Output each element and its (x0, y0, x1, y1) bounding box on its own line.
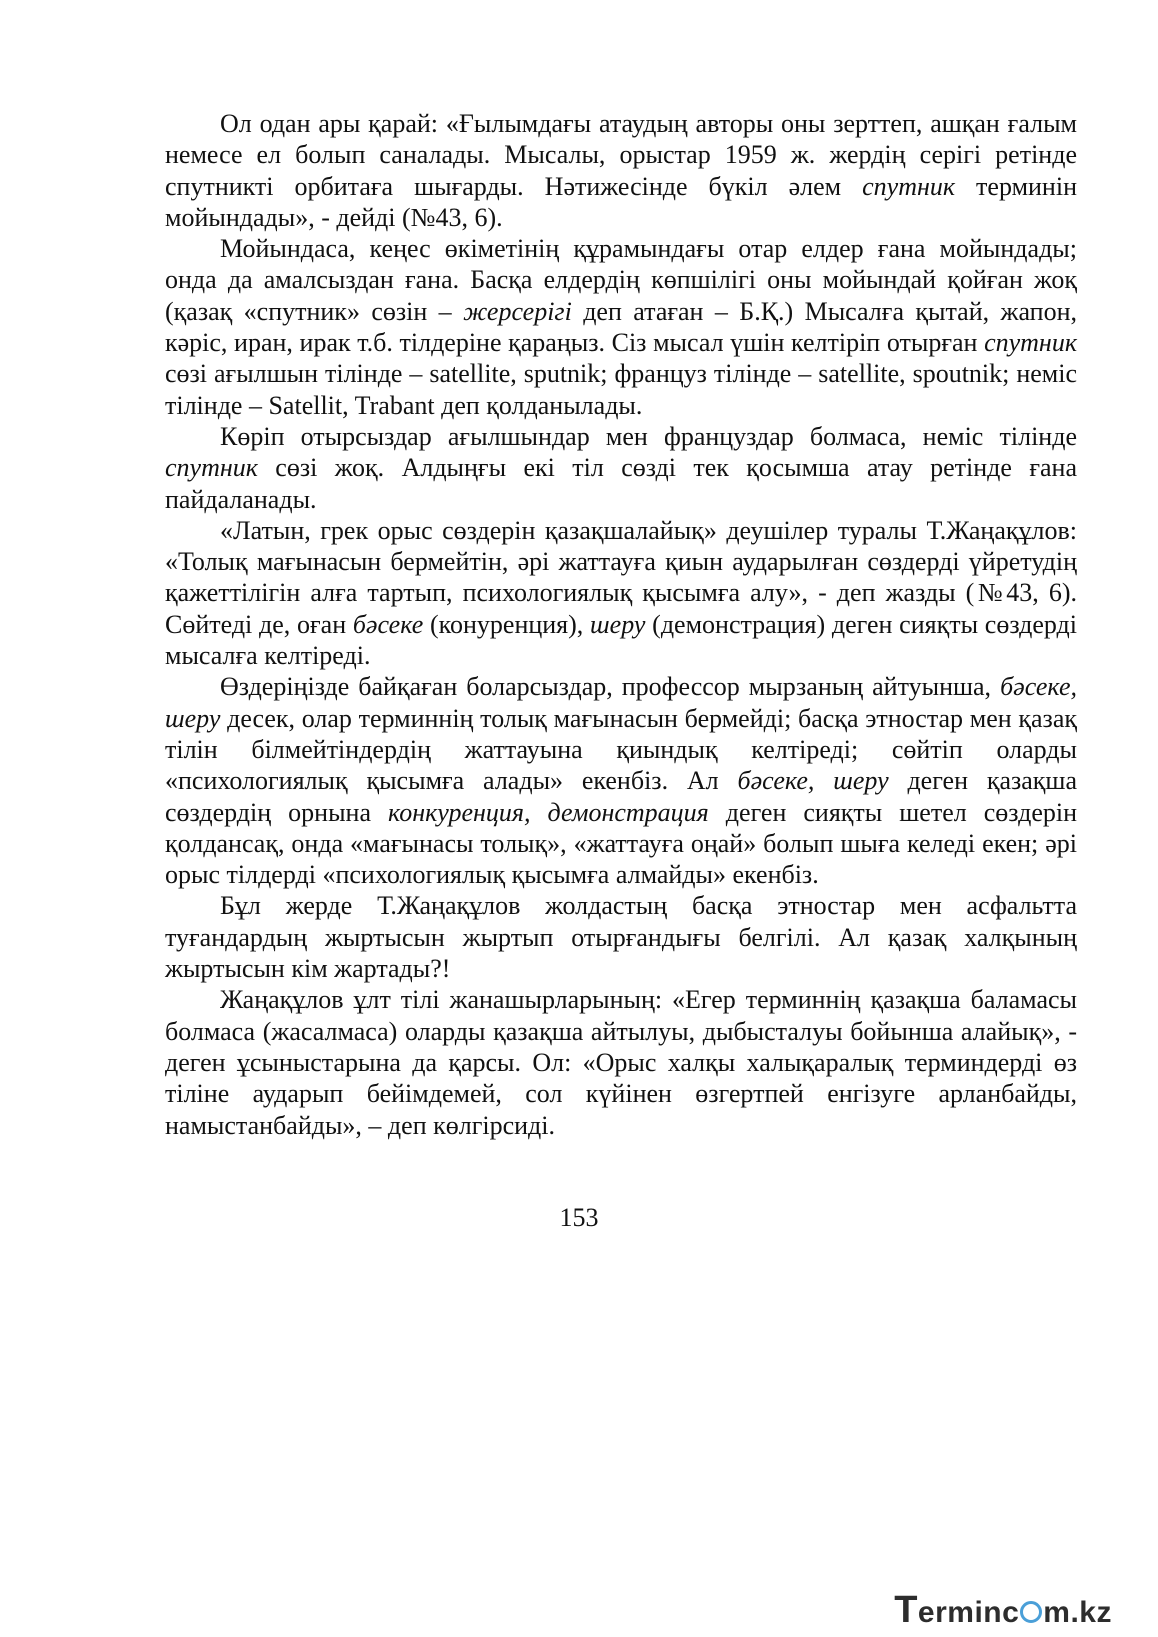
text-run: Жаңақұлов ұлт тілі жанашырларының: «Егер терминнің қазақша баламасы болмаса (жасалмаса) оларды қазақша айтылуы, дыбысталуы бойынша алайық», - деген ұсыныстарына да қарсы. Ол: «Орыс халқы халықаралық терминдерді өз тіліне аударып бейімдемей, сол күйінен өзгертпей енгізуге арланбайды, намыстанбайды», – деп көлгірсиді. (165, 985, 1077, 1140)
paragraph-1 (165, 108, 1077, 233)
text-run: Өздеріңізде байқаған боларсыздар, профессор мырзаның айтуынша, (220, 672, 1001, 702)
text-run: Бұл жерде Т.Жаңақұлов жолдастың басқа этностар мен асфальтта туғандардың жыртысын жыртып отырғандығы белгілі. Ал қазақ халқының жыртысын кім жартады?! (165, 891, 1077, 984)
paragraph-2 (165, 233, 1077, 421)
italic-term: жерсерігі (463, 296, 572, 326)
italic-term: бәсеке, шеру (165, 672, 1077, 733)
logo-text-part1: erminc (917, 1596, 1020, 1629)
text-run: (демонстрация) деген сияқты сөздерді мысалға келтіреді. (165, 609, 1077, 671)
italic-term: спутник (165, 453, 258, 483)
text-run: Ол одан ары қарай: «Ғылымдағы атаудың авторы оны зерттеп, ашқан ғалым немесе ел болып саналады. Мысалы, орыстар 1959 ж. жердің серігі ретінде спутникті орбитаға шығарды. Нәтижесінде бүкіл әлем (165, 109, 1077, 201)
paragraph-6 (165, 890, 1077, 984)
termincom-logo (894, 1589, 1112, 1631)
text-run: (конуренция), (423, 609, 591, 639)
paragraph-7 (165, 984, 1077, 1140)
italic-term: бәсеке, шеру (737, 766, 889, 796)
text-run: сөзі ағылшын тілінде – satellite, sputnik; француз тілінде – satellite, spoutnik; неміс тілінде – Satellit, Trabant деп қолданылады. (165, 359, 1077, 420)
text-run: деген сияқты шетел сөздерін қолдансақ, онда «мағынасы толық», «жаттауға оңай» болып шыға келеді екен; әрі орыс тілдерді «психологиялық қысымға алмайды» екенбіз. (165, 797, 1077, 890)
document-body (165, 108, 1077, 1141)
text-run: деген қазақша сөздердің орнына (165, 766, 1077, 827)
italic-term: спутник (862, 171, 956, 201)
italic-term: спутник (984, 328, 1077, 358)
logo-ring-icon (1020, 1601, 1042, 1623)
text-run: десек, олар терминнің толық мағынасын бермейді; басқа этностар мен қазақ тілін білмейтіндердің жаттауына қиындық келтіреді; сөйтіп оларды «психологиялық қысымға алады» екенбіз. Ал (165, 703, 1077, 796)
text-run: сөзі жоқ. Алдыңғы екі тіл сөзді тек қосымша атау ретінде ғана пайдаланады. (165, 453, 1077, 514)
text-run: Көріп отырсыздар ағылшындар мен француздар болмаса, неміс тілінде (220, 421, 1077, 451)
paragraph-5 (165, 671, 1077, 890)
paragraph-4 (165, 515, 1077, 671)
paragraph-3 (165, 421, 1077, 515)
logo-t-letter: T (894, 1589, 918, 1631)
text-run: терминін мойындады», - дейді (№43, 6). (165, 171, 1077, 232)
page-number: 153 (559, 1203, 599, 1232)
italic-term: конкуренция, демонстрация (388, 797, 709, 827)
text-run: Мойындаса, кеңес өкіметінің құрамындағы отар елдер ғана мойындады; онда да амалсыздан ғана. Басқа елдердің көпшілігі оны мойындай қойған жоқ (қазақ «спутник» сөзін – (165, 234, 1077, 326)
italic-term: шеру (590, 609, 646, 639)
italic-term: бәсеке (352, 609, 424, 639)
logo-text-part2: m.kz (1043, 1596, 1112, 1629)
text-run: «Латын, грек орыс сөздерін қазақшалайық» деушілер туралы Т.Жаңақұлов: «Толық мағынасын бермейтін, әрі жаттауға қиын аударылған сөздерді үйретудің қажеттілігін алға тартып, психологиялық қысымға алу», - деп жазды (№43, 6). Сөйтеді де, оған (165, 515, 1077, 639)
text-run: деп атаған – Б.Қ.) Мысалға қытай, жапон, кәріс, иран, ирак т.б. тілдеріне қараңыз. Сіз мысал үшін келтіріп отырған (165, 296, 1077, 358)
